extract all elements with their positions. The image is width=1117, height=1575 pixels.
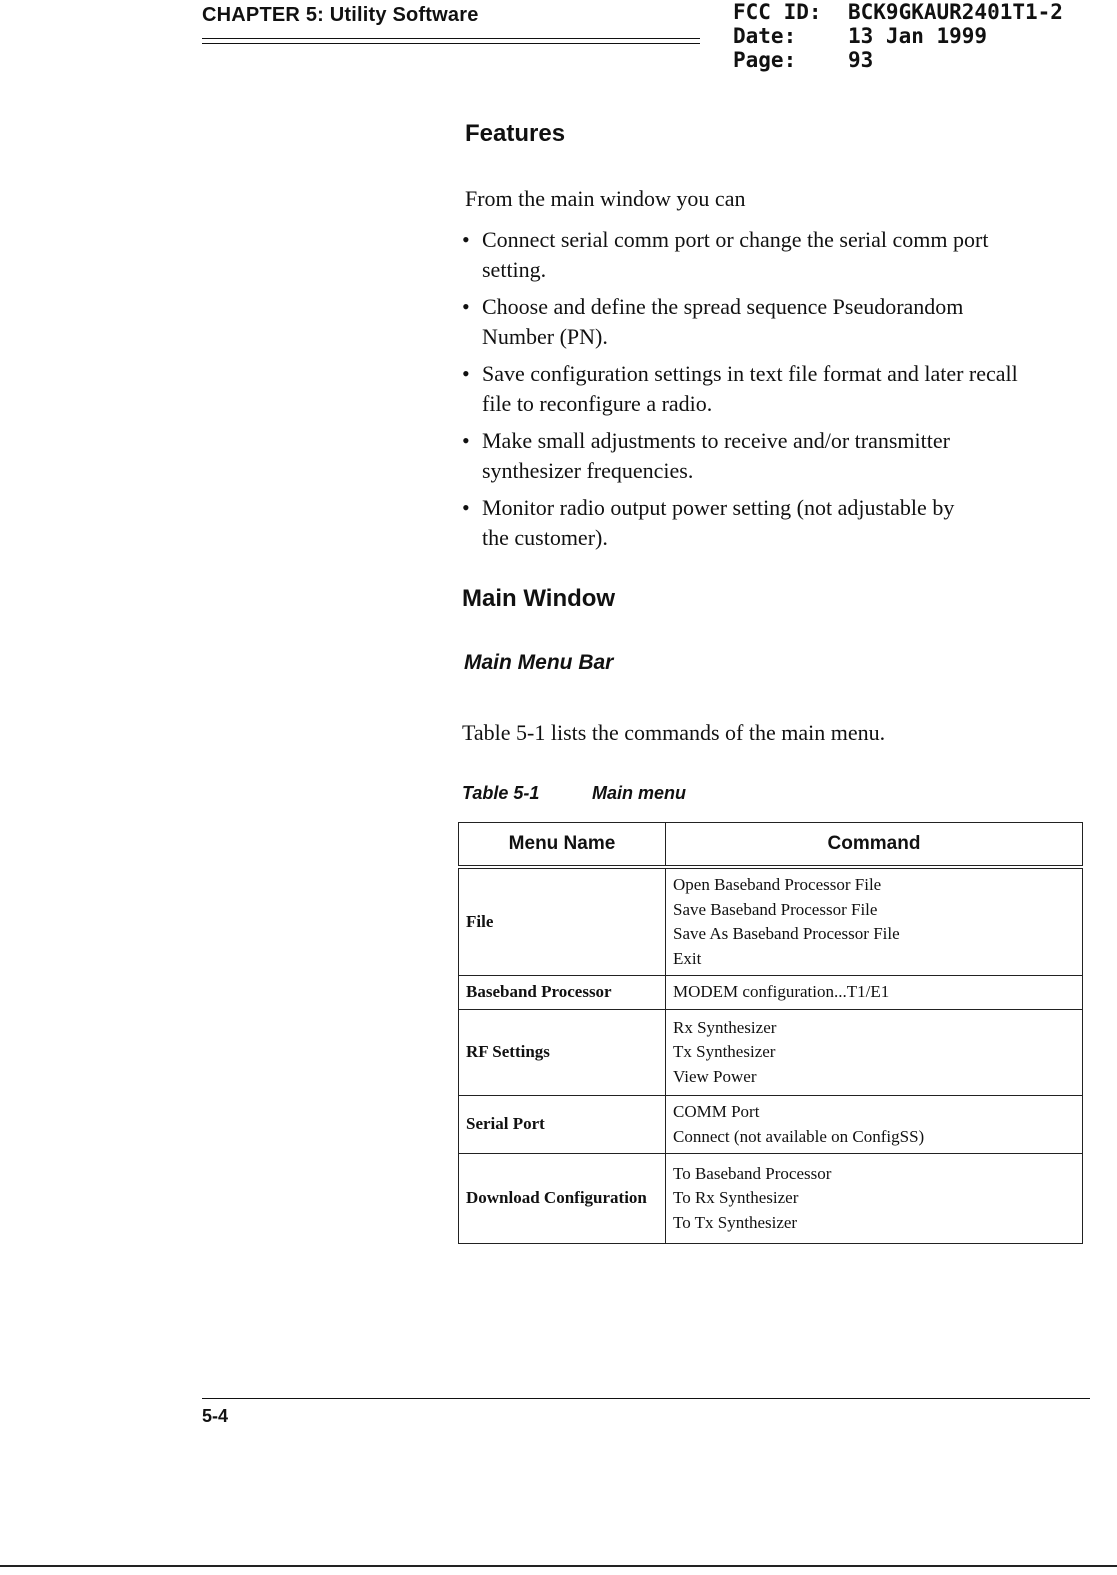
scan-edge-line — [0, 1565, 1117, 1567]
table-intro: Table 5-1 lists the commands of the main menu. — [462, 720, 886, 745]
command-cell — [666, 1154, 1083, 1244]
command-item: To Baseband Processor — [673, 1163, 832, 1183]
bullet-icon: • — [462, 428, 470, 453]
bullet-line-1: Make small adjustments to receive and/or transmitter — [482, 428, 950, 453]
table-caption-number: Table 5-1 — [462, 783, 540, 803]
list-item — [462, 359, 1102, 419]
list-item — [462, 426, 1102, 486]
page-number: 5-4 — [202, 1406, 229, 1426]
page-value: 93 — [848, 48, 874, 72]
bullet-line-1: Choose and define the spread sequence Pseudorandom — [482, 294, 964, 319]
command-item: Save As Baseband Processor File — [673, 924, 900, 943]
column-header-command: Command — [666, 823, 1083, 868]
list-item — [462, 225, 1102, 285]
main-menu-table — [458, 822, 1083, 1244]
menu-name-cell: Baseband Processor — [459, 976, 666, 1010]
command-item: To Rx Synthesizer — [673, 1188, 799, 1208]
command-item: MODEM configuration...T1/E1 — [673, 982, 890, 1002]
header-rule-top — [202, 38, 700, 39]
command-item: Open Baseband Processor File — [673, 875, 882, 894]
features-intro: From the main window you can — [465, 186, 746, 211]
command-item: Rx Synthesizer — [673, 1017, 777, 1037]
bullet-line-2: file to reconfigure a radio. — [482, 391, 713, 416]
footer-rule — [202, 1398, 1090, 1399]
main-menu-bar-heading: Main Menu Bar — [464, 651, 614, 674]
table-row — [459, 867, 1083, 976]
table-row — [459, 1154, 1083, 1244]
bullet-line-2: the customer). — [482, 525, 608, 550]
bullet-icon: • — [462, 361, 470, 386]
command-item: Save Baseband Processor File — [673, 899, 878, 919]
table-header-row — [459, 823, 1083, 868]
header-rule-bottom — [202, 43, 700, 44]
list-item — [462, 493, 1102, 553]
table-row — [459, 1010, 1083, 1096]
bullet-line-2: setting. — [482, 257, 547, 282]
date-label: Date: — [733, 24, 797, 48]
page-label: Page: — [733, 48, 797, 72]
menu-name-cell: File — [459, 867, 666, 976]
date-value: 13 Jan 1999 — [848, 24, 988, 48]
table-caption-title: Main menu — [592, 783, 687, 803]
main-window-heading: Main Window — [462, 585, 616, 612]
bullet-icon: • — [462, 294, 470, 319]
command-cell — [666, 1096, 1083, 1154]
table-row — [459, 1096, 1083, 1154]
features-heading: Features — [465, 120, 566, 147]
command-cell — [666, 976, 1083, 1010]
column-header-menu-name: Menu Name — [459, 823, 666, 868]
bullet-line-2: synthesizer frequencies. — [482, 458, 694, 483]
command-item: To Tx Synthesizer — [673, 1212, 798, 1232]
command-item: View Power — [673, 1066, 757, 1086]
features-list — [462, 225, 1102, 560]
command-item: Exit — [673, 948, 702, 968]
table-row — [459, 976, 1083, 1010]
bullet-line-1: Connect serial comm port or change the serial comm port — [482, 227, 989, 252]
bullet-line-1: Save configuration settings in text file format and later recall — [482, 361, 1018, 386]
command-item: COMM Port — [673, 1102, 760, 1121]
menu-name-cell: Serial Port — [459, 1096, 666, 1154]
menu-name-cell: Download Configuration — [459, 1154, 666, 1244]
list-item — [462, 292, 1102, 352]
fcc-id-value: BCK9GKAUR2401T1-2 — [848, 0, 1063, 24]
bullet-line-1: Monitor radio output power setting (not adjustable by — [482, 495, 955, 520]
bullet-icon: • — [462, 227, 470, 252]
menu-name-cell: RF Settings — [459, 1010, 666, 1096]
chapter-title: CHAPTER 5: Utility Software — [202, 4, 479, 26]
command-item: Tx Synthesizer — [673, 1042, 776, 1062]
command-cell — [666, 867, 1083, 976]
fcc-id-label: FCC ID: — [733, 0, 822, 24]
command-cell — [666, 1010, 1083, 1096]
bullet-icon: • — [462, 495, 470, 520]
bullet-line-2: Number (PN). — [482, 324, 608, 349]
command-item: Connect (not available on ConfigSS) — [673, 1126, 925, 1146]
